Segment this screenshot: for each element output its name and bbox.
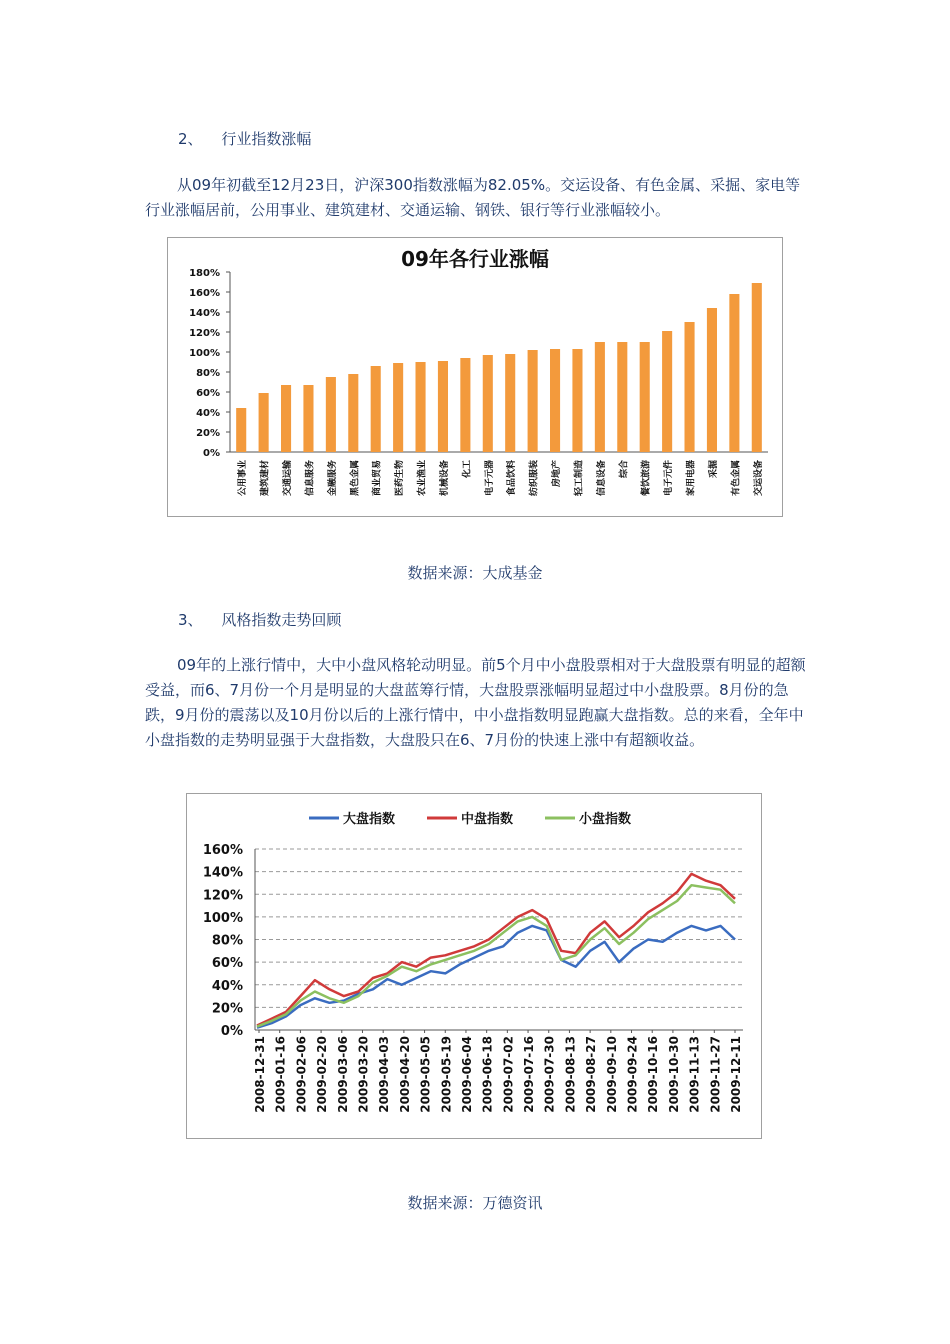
line-x-tick-label: 2009-08-13 [563,1036,578,1113]
bar-x-tick-label: 信息服务 [305,460,316,497]
bar [326,377,336,452]
bar-x-tick-label: 金融服务 [327,460,338,497]
line-y-tick-label: 140% [202,865,243,881]
bar [505,354,515,452]
bar-x-tick-label: 家用电器 [686,460,697,497]
line-x-tick-label: 2009-10-16 [646,1036,661,1113]
bar-x-tick-label: 信息设备 [596,460,607,497]
bar [438,361,448,452]
bar-y-tick-label: 100% [189,348,220,359]
bar-x-tick-label: 公用事业 [238,460,249,497]
line-x-tick-label: 2009-10-30 [666,1036,681,1113]
line-x-tick-label: 2009-03-20 [356,1036,371,1113]
bar-x-tick-label: 医药生物 [395,460,406,497]
line-x-tick-label: 2009-12-11 [729,1036,743,1113]
industry-bar-chart-svg [168,238,782,516]
line-x-tick-label: 2008-12-31 [253,1036,267,1113]
bar-y-tick-label: 0% [203,448,220,459]
bar-x-tick-label: 电子元件 [664,460,675,497]
style-index-line-chart [186,793,762,1139]
bar [415,362,425,452]
line-y-tick-label: 80% [211,933,243,949]
line-y-tick-label: 100% [202,910,243,926]
bar [236,408,246,452]
bar-x-tick-label: 化工 [462,460,473,479]
line-y-tick-label: 20% [211,1001,243,1017]
bar [281,385,291,452]
legend-label: 大盘指数 [343,812,396,827]
section3-heading [178,609,341,630]
bar [595,342,605,452]
line-y-tick-label: 120% [202,888,243,904]
bar-y-tick-label: 120% [189,328,220,339]
bar-x-tick-label: 建筑建材 [260,460,271,497]
bar-x-tick-label: 商业贸易 [372,460,383,497]
bar-x-tick-label: 黑色金属 [350,460,361,497]
section2-number: 2、 [178,130,203,148]
bar [393,363,403,452]
line-x-tick-label: 2009-05-05 [418,1036,433,1113]
legend-label: 小盘指数 [579,812,632,827]
line-y-tick-label: 60% [211,956,243,972]
bar-x-tick-label: 餐饮旅游 [641,460,652,497]
bar-chart-title: 09年各行业涨幅 [401,247,549,271]
bar [550,349,560,452]
bar-x-tick-label: 房地产 [552,460,563,488]
line-x-tick-label: 2009-07-16 [522,1036,537,1113]
bar-x-tick-label: 农业渔业 [417,460,428,497]
bar-y-tick-label: 40% [196,408,220,419]
bar [371,366,381,452]
bar [572,349,582,452]
section2-title: 行业指数涨幅 [221,130,312,148]
bar-x-tick-label: 轻工制造 [574,460,585,497]
bar-x-tick-label: 交运设备 [753,460,764,497]
industry-bar-chart [167,237,783,517]
style-index-line-chart-svg [187,794,761,1138]
bar-x-tick-label: 交通运输 [283,460,294,497]
legend-label: 中盘指数 [461,812,514,827]
line-x-tick-label: 2009-11-13 [687,1036,702,1113]
bar [483,355,493,452]
series-line [257,926,735,1028]
section3-title: 风格指数走势回顾 [221,611,342,629]
bar [662,331,672,452]
bar-x-tick-label: 食品饮料 [507,460,518,497]
bar-y-tick-label: 20% [196,428,220,439]
series-line [257,885,735,1026]
section3-paragraph-text: 09年的上涨行情中，大中小盘风格轮动明显。前5个月中小盘股票相对于大盘股票有明显的超额受益，而6、7月份一个月是明显的大盘蓝筹行情，大盘股票涨幅明显超过中小盘股票。8月份的急跌，9月份的震荡以及10月份以后的上涨行情中，中小盘指数明显跑赢大盘指数。总的来看，全年中小盘指数的走势明显强于大盘指数，大盘股只在6、7月份的快速上涨中有超额收益。 [145,656,806,749]
section3-paragraph [145,653,810,753]
line-x-tick-label: 2009-09-24 [625,1036,640,1113]
line-x-tick-label: 2009-08-27 [584,1036,599,1113]
section2-heading [178,128,311,149]
bar-y-tick-label: 180% [189,268,220,279]
section3-number: 3、 [178,611,203,629]
line-x-tick-label: 2009-04-03 [377,1036,392,1113]
bar-x-tick-label: 机械设备 [439,460,450,497]
line-x-tick-label: 2009-03-06 [335,1036,350,1113]
line-y-tick-label: 40% [211,978,243,994]
chart2-source: 数据来源：万德资讯 [407,1194,543,1212]
line-x-tick-label: 2009-02-20 [315,1036,330,1113]
line-x-tick-label: 2009-01-16 [273,1036,288,1113]
line-y-tick-label: 0% [220,1024,243,1039]
bar-x-tick-label: 电子元器 [484,460,495,497]
bar-y-tick-label: 140% [189,308,220,319]
bar-x-tick-label: 综合 [619,460,630,479]
bar-x-tick-label: 采掘 [708,460,719,479]
bar [707,308,717,452]
line-x-tick-label: 2009-09-10 [604,1036,619,1113]
line-x-tick-label: 2009-06-04 [459,1036,474,1113]
section2-paragraph [145,173,810,223]
line-x-tick-label: 2009-07-02 [501,1036,516,1113]
line-y-tick-label: 160% [202,843,243,858]
bar [303,385,313,452]
bar [259,393,269,452]
section2-paragraph-text: 从09年初截至12月23日，沪深300指数涨幅为82.05%。交运设备、有色金属、采掘、家电等行业涨幅居前，公用事业、建筑建材、交通运输、钢铁、银行等行业涨幅较小。 [145,176,801,219]
bar [617,342,627,452]
line-x-tick-label: 2009-11-27 [708,1036,723,1113]
line-x-tick-label: 2009-05-19 [439,1036,454,1113]
line-x-tick-label: 2009-06-18 [480,1036,495,1113]
bar [752,283,762,452]
line-x-tick-label: 2009-07-30 [542,1036,557,1113]
line-x-tick-label: 2009-02-06 [294,1036,309,1113]
bar [460,358,470,452]
bar-x-tick-label: 有色金属 [731,460,742,497]
line-x-tick-label: 2009-04-20 [397,1036,412,1113]
bar-y-tick-label: 60% [196,388,220,399]
bar-y-tick-label: 80% [196,368,220,379]
bar-y-tick-label: 160% [189,288,220,299]
bar-x-tick-label: 纺织服装 [529,460,540,497]
bar [528,350,538,452]
bar [684,322,694,452]
chart1-source: 数据来源：大成基金 [407,564,543,582]
bar [729,294,739,452]
bar [640,342,650,452]
bar [348,374,358,452]
